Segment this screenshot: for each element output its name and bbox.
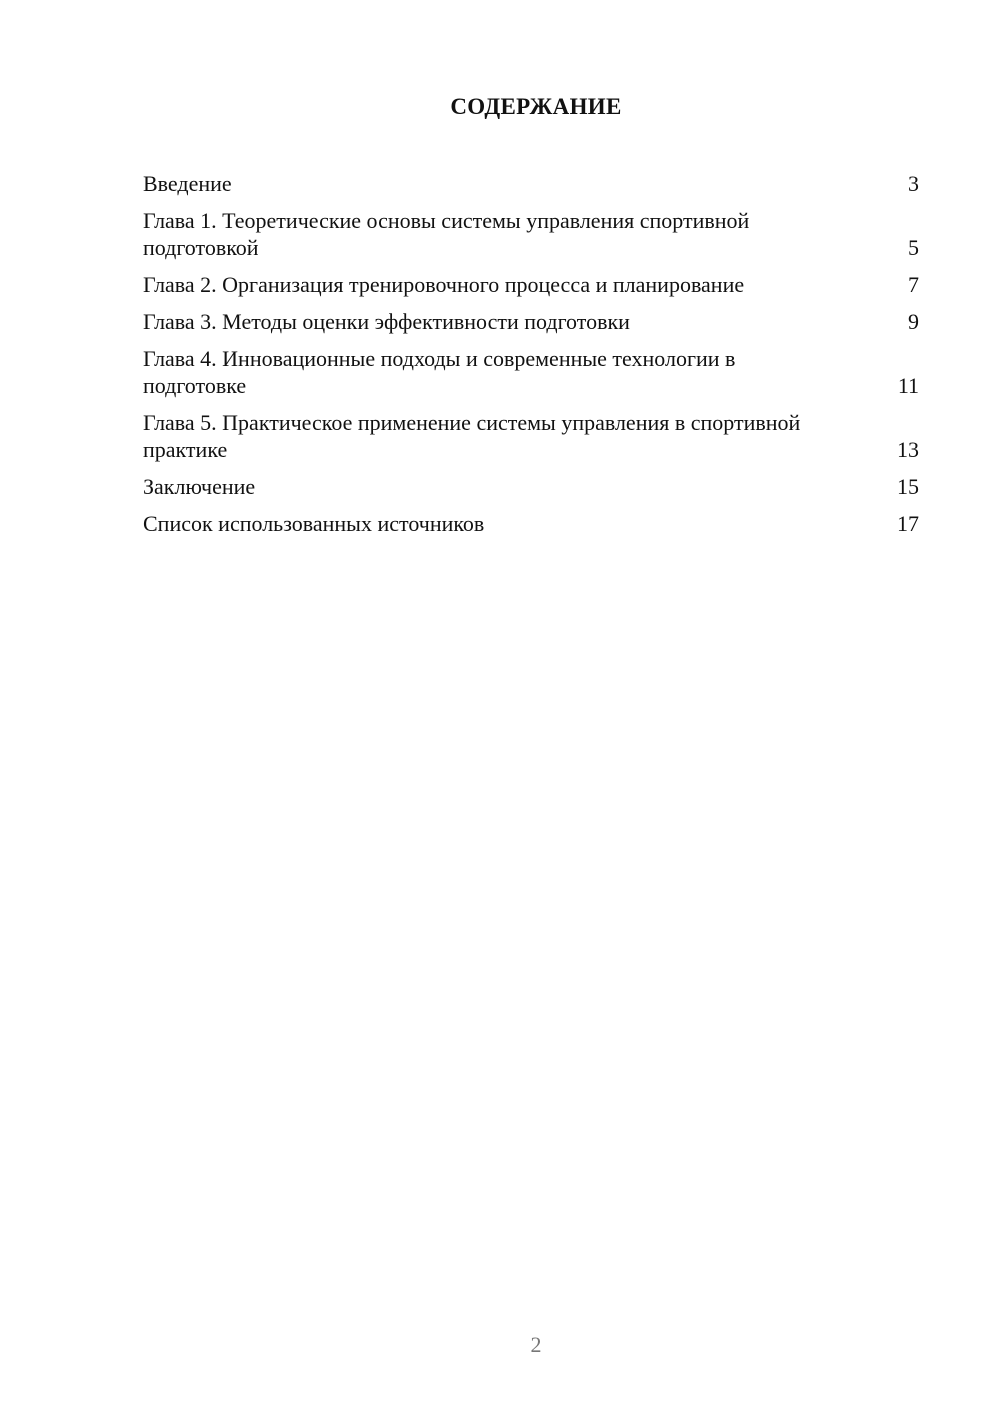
toc-entry	[143, 510, 919, 537]
toc-entry-label: Глава 5. Практическое применение системы управления в спортивной практике	[143, 410, 801, 462]
toc-entry-label: Глава 3. Методы оценки эффективности подготовки	[143, 309, 630, 334]
toc-entry	[143, 345, 919, 399]
toc-entry	[143, 409, 919, 463]
toc-entry-page: 9	[908, 309, 919, 334]
toc-entry-label: Заключение	[143, 474, 256, 499]
toc-entry-page: 17	[897, 511, 919, 536]
toc-entry-page: 13	[897, 437, 919, 462]
toc-entry-page: 15	[897, 474, 919, 499]
page-number: 2	[530, 1332, 542, 1357]
toc-entry-page: 5	[908, 235, 919, 260]
toc-entry-page: 3	[908, 171, 919, 196]
toc-entry	[143, 308, 919, 335]
toc-entry-label: Глава 1. Теоретические основы системы управления спортивной подготовкой	[143, 208, 750, 260]
toc-entry	[143, 207, 919, 261]
toc-entry-page: 11	[897, 373, 919, 398]
toc-entry-label: Список использованных источников	[143, 511, 485, 536]
toc-entry	[143, 271, 919, 298]
page-title: СОДЕРЖАНИЕ	[450, 94, 622, 119]
toc-entry-label: Глава 2. Организация тренировочного процесса и планирование	[143, 272, 745, 297]
toc-entry-label: Введение	[143, 171, 232, 196]
toc-entry-page: 7	[908, 272, 919, 297]
toc-entry	[143, 473, 919, 500]
toc-entry	[143, 170, 919, 197]
table-of-contents	[143, 170, 919, 547]
toc-entry-label: Глава 4. Инновационные подходы и современные технологии в подготовке	[143, 346, 736, 398]
